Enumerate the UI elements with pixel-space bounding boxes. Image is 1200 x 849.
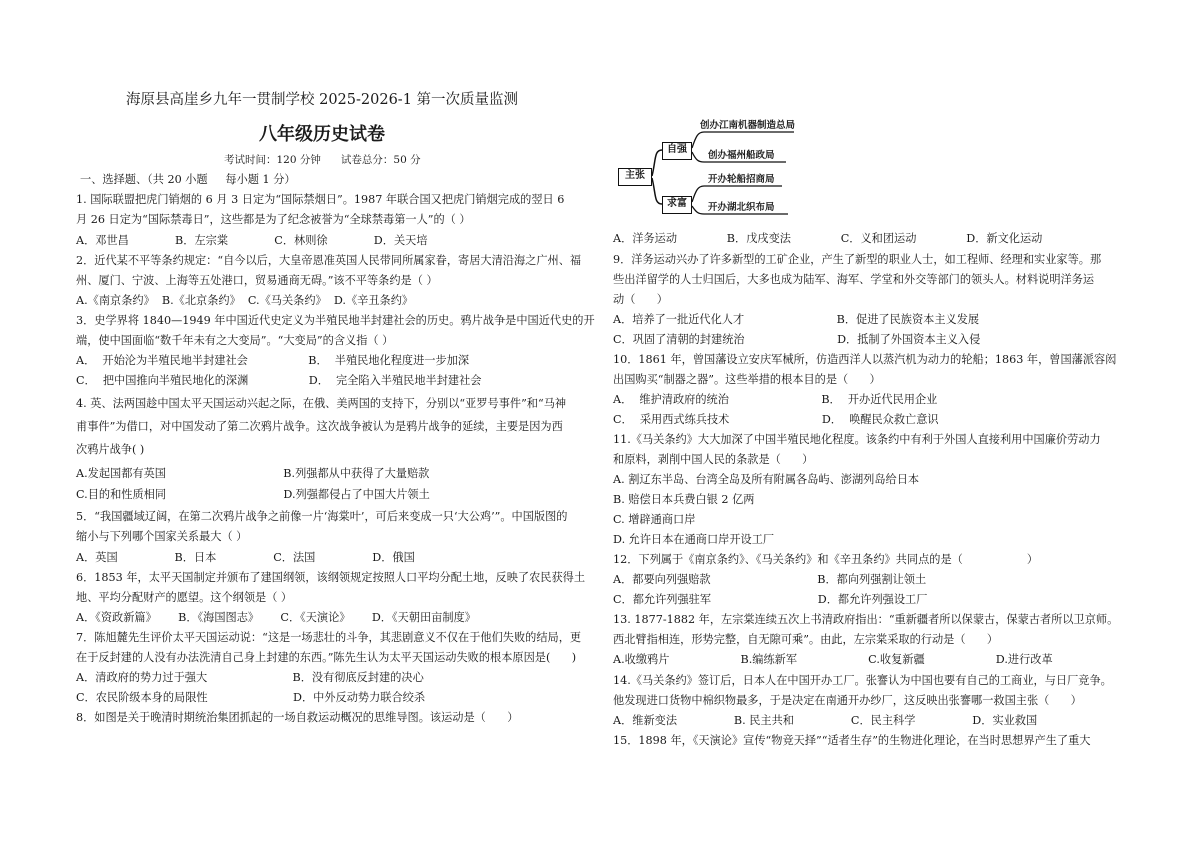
q5-line: 5．“我国疆域辽阔，在第二次鸦片战争之前像一片‘海棠叶’，可后来变成一只‘大公鸡’”。中国版图的 — [76, 510, 568, 523]
q13-options: A.收缴鸦片 B.编练新军 C.收复新疆 D.进行改革 — [613, 653, 1053, 666]
q3-options: C． 把中国推向半殖民地化的深渊 D． 完全陷入半殖民地半封建社会 — [76, 374, 482, 387]
q3-line: 3．史学界将 1840—1949 年中国近代史定义为半殖民地半封建社会的历史。鸦片战争是中国近代史的开 — [76, 314, 595, 327]
q1-line: 月 26 日定为“国际禁毒日”，这些都是为了纪念被誉为“全球禁毒第一人”的（ ） — [76, 213, 471, 226]
q4-line: 次鸦片战争( ) — [76, 443, 145, 456]
q14-line: 14.《马关条约》签订后，日本人在中国开办工厂。张謇认为中国也要有自己的工商业，与日厂竞争。 — [613, 674, 1112, 687]
q2-options: A.《南京条约》 B.《北京条约》 C.《马关条约》 D.《辛丑条约》 — [76, 294, 414, 307]
q8-options: A．洋务运动 B．戊戌变法 C．义和团运动 D．新文化运动 — [613, 232, 1043, 245]
exam-title: 八年级历史试卷 — [259, 124, 385, 145]
q9-line: 9．洋务运动兴办了许多新型的工矿企业，产生了新型的职业人士，如工程师、经理和实业家等。那 — [613, 253, 1102, 266]
mindmap-leaf: 创办福州船政局 — [708, 150, 775, 161]
q9-options: A．培养了一批近代化人才 B．促进了民族资本主义发展 — [613, 313, 980, 326]
q11-option: D. 允许日本在通商口岸开设工厂 — [613, 533, 775, 546]
q7-options: C．农民阶级本身的局限性 D．中外反动势力联合绞杀 — [76, 691, 426, 704]
q6-line: 地、平均分配财产的愿望。这个纲领是（ ） — [76, 591, 293, 604]
q10-options: C． 采用西式练兵技术 D． 唤醒民众救亡意识 — [613, 413, 939, 426]
q13-line: 13. 1877-1882 年，左宗棠连续五次上书清政府指出：“重新疆者所以保蒙古，保蒙古者所以卫京师。 — [613, 613, 1119, 626]
q1-line: 1. 国际联盟把虎门销烟的 6 月 3 日定为“国际禁烟日”。1987 年联合国又把虎门销烟完成的翌日 6 — [76, 193, 565, 206]
mindmap-branch-qiufu: 求富 — [662, 196, 692, 214]
q10-options: A． 维护清政府的统治 B． 开办近代民用企业 — [613, 393, 938, 406]
mindmap-leaf: 开办轮船招商局 — [708, 174, 775, 185]
q2-line: 州、厦门、宁波、上海等五处港口，贸易通商无碍。”该不平等条约是（ ） — [76, 274, 438, 287]
q1-options: A．邓世昌 B．左宗棠 C．林则徐 D．关天培 — [76, 234, 428, 247]
q11-option: B. 赔偿日本兵费白银 2 亿两 — [613, 493, 755, 506]
q15-line: 15．1898 年，《天演论》宣传“物竞天择”“适者生存”的生物进化理论，在当时思想界产生了重大 — [613, 734, 1091, 747]
q10-line: 10．1861 年，曾国藩设立安庆军械所，仿造西洋人以蒸汽机为动力的轮船；1863 年，曾国藩派容闳 — [613, 353, 1117, 366]
mindmap-leaf: 创办江南机器制造总局 — [700, 120, 796, 131]
q8-line: 8．如图是关于晚清时期统治集团抓起的一场自救运动概况的思维导图。该运动是（ ） — [76, 711, 519, 724]
school-line: 海原县高崖乡九年一贯制学校 2025-2026-1 第一次质量监测 — [126, 92, 519, 108]
q11-option: A. 割辽东半岛、台湾全岛及所有附属各岛屿、澎湖列岛给日本 — [613, 473, 920, 486]
mindmap-branch-zigiang: 自强 — [662, 142, 692, 160]
q9-line: 些出洋留学的人士归国后，大多也成为陆军、海军、学堂和外交等部门的领头人。材料说明洋务运 — [613, 273, 1095, 286]
q3-options: A． 开始沦为半殖民地半封建社会 B． 半殖民地化程度进一步加深 — [76, 354, 470, 367]
q5-options: A．英国 B．日本 C．法国 D．俄国 — [76, 551, 415, 564]
q4-line: 甫事件”为借口，对中国发动了第二次鸦片战争。这次战争被认为是鸦片战争的延续，主要是因为西 — [76, 420, 563, 433]
q11-option: C. 增辟通商口岸 — [613, 513, 696, 526]
connector-root-branch2 — [652, 178, 662, 204]
q7-line: 在于反封建的人没有办法洗清自己身上封建的东西。”陈先生认为太平天国运动失败的根本原因是( ) — [76, 651, 577, 664]
connector-root-branch1 — [652, 150, 662, 176]
q3-line: 端，使中国面临“数千年未有之大变局”。“大变局”的含义指（ ） — [76, 334, 394, 347]
q14-options: A．维新变法 B. 民主共和 C．民主科学 D．实业救国 — [613, 714, 1038, 727]
q4-options: C.目的和性质相同 D.列强都侵占了中国大片领土 — [76, 488, 430, 501]
q7-line: 7．陈旭麓先生评价太平天国运动说：“这是一场悲壮的斗争，其悲剧意义不仅在于他们失败的结局，更 — [76, 631, 582, 644]
mindmap-root: 主张 — [618, 168, 652, 186]
q4-line: 4. 英、法两国趁中国太平天国运动兴起之际，在俄、美两国的支持下，分别以“亚罗号事件”和“马神 — [76, 397, 567, 410]
q6-line: 6．1853 年，太平天国制定并颁布了建国纲领，该纲领规定按照人口平均分配土地，反映了农民获得土 — [76, 571, 586, 584]
q5-line: 缩小与下列哪个国家关系最大（ ） — [76, 530, 248, 543]
q9-options: C．巩固了清朝的封建统治 D．抵制了外国资本主义入侵 — [613, 333, 981, 346]
q14-line: 他发现进口货物中棉织物最多，于是决定在南通开办纱厂，这反映出张謇哪一救国主张（ ） — [613, 694, 1082, 707]
q2-line: 2．近代某不平等条约规定：“自今以后，大皇帝恩准英国人民带同所属家眷，寄居大清沿海之广州、福 — [76, 254, 582, 267]
q13-line: 西北臂指相连，形势完整，自无隙可乘”。由此，左宗棠采取的行动是（ ） — [613, 633, 999, 646]
q7-options: A．清政府的势力过于强大 B．没有彻底反封建的决心 — [76, 671, 424, 684]
section-heading: 一、选择题、（共 20 小题 每小题 1 分） — [80, 173, 296, 186]
q12-line: 12．下列属于《南京条约》、《马关条约》和《辛丑条约》共同点的是（ ） — [613, 553, 1039, 566]
q9-line: 动（ ） — [613, 293, 668, 306]
connector-leaf3 — [692, 186, 782, 202]
q4-options: A.发起国都有英国 B.列强都从中获得了大量赔款 — [76, 467, 430, 480]
mindmap-leaf: 开办湖北织布局 — [708, 202, 775, 213]
q10-line: 出国购买“制器之器”。这些举措的根本目的是（ ） — [613, 373, 881, 386]
mindmap-diagram — [614, 120, 804, 220]
q11-line: 11.《马关条约》大大加深了中国半殖民地化程度。该条约中有利于外国人直接利用中国廉价劳动力 — [613, 433, 1101, 446]
connector-leaf1 — [692, 132, 794, 148]
q11-line: 和原料，剥削中国人民的条款是（ ） — [613, 453, 814, 466]
q12-options: C．都允许列强驻军 D．都允许列强设工厂 — [613, 593, 928, 606]
q12-options: A．都要向列强赔款 B．都向列强割让领土 — [613, 573, 927, 586]
q6-options: A．《资政新篇》 B．《海国图志》 C．《天演论》 D．《天朝田亩制度》 — [76, 611, 476, 624]
exam-info: 考试时间：120 分钟 试卷总分：50 分 — [224, 154, 421, 166]
